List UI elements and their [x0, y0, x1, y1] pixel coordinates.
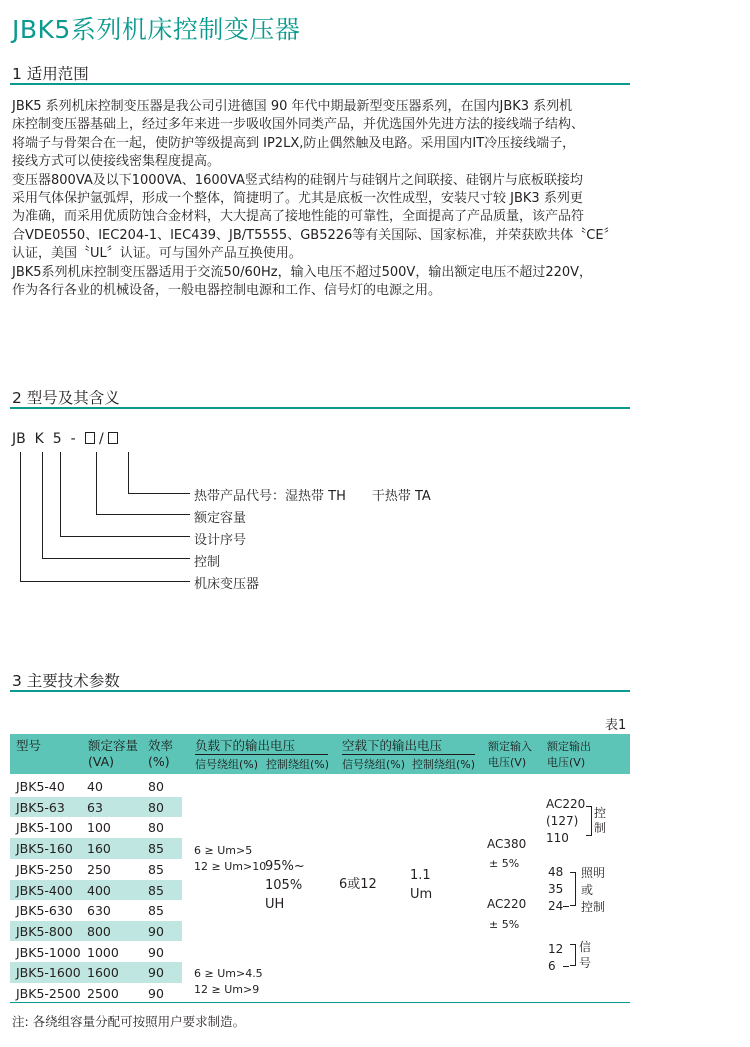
code-slash: /: [98, 431, 104, 447]
scope-line: 变压器800VA及以下1000VA、1600VA竖式结构的硅钢片与硅钢片之间联接、硅钢片与底板联接均: [12, 172, 583, 188]
output-light-label-3: 控制: [581, 900, 606, 914]
load-control-3: UH: [265, 897, 285, 912]
label-control: 控制: [194, 555, 221, 570]
scope-paragraph: [12, 98, 634, 300]
output-signal-label-1: 信: [578, 940, 591, 954]
header-load-voltage: 负载下的输出电压: [195, 738, 296, 753]
label-design: 设计序号: [194, 533, 247, 548]
cell-capacity: 800: [87, 923, 111, 939]
cell-model: JBK5-1600: [16, 965, 81, 981]
code-dash: -: [70, 431, 76, 447]
output-control-2: (127): [546, 814, 579, 828]
cell-eff: 90: [148, 965, 164, 981]
label-capacity: 额定容量: [194, 511, 247, 526]
table-row: [10, 880, 182, 901]
cell-capacity: 1600: [87, 965, 119, 981]
scope-line: 床控制变压器基础上，经过多年来进一步吸收国外同类产品，并优选国外先进方法的接线端子结构、: [12, 117, 585, 133]
cell-model: JBK5-40: [16, 779, 65, 794]
bracket: [570, 944, 576, 966]
table-row: [10, 962, 182, 983]
cell-model: JBK5-2500: [16, 986, 81, 1001]
label-thermal-code: 热带产品代号：湿热带 TH 干热带 TA: [194, 489, 431, 504]
cell-model: JBK5-250: [16, 861, 73, 877]
header-noload-voltage: 空载下的输出电压: [342, 738, 443, 753]
table-row: [10, 921, 182, 942]
scope-line: 作为各行各业的机械设备，一般电器控制电源和工作、信号灯的电源之用。: [12, 283, 442, 299]
output-light-1: 48: [548, 865, 564, 879]
header-efficiency-unit: (%): [148, 754, 170, 769]
scope-line: 认证，美国〝UL〞认证。可与国外产品互换使用。: [12, 246, 302, 262]
header-capacity: 额定容量: [88, 738, 139, 753]
leader-line: [128, 452, 129, 493]
scope-line: JBK5 系列机床控制变压器是我公司引进德国 90 年代中期最新型变压器系列，在国内JBK3 系列机: [12, 99, 573, 114]
table-row: [10, 983, 182, 1004]
input-voltage-a: AC380: [487, 837, 527, 851]
page-title: JBK5系列机床控制变压器: [12, 15, 301, 44]
load-control-2: 105%: [265, 878, 303, 893]
output-control-label-2: 制: [593, 821, 606, 835]
noload-control-1: 1.1: [410, 868, 431, 883]
bracket-stub: [563, 906, 569, 907]
header-output-voltage-unit: 电压(V): [547, 756, 586, 769]
input-voltage-a-tol: ± 5%: [489, 857, 520, 870]
load-signal-b-2: 12 ≥ Um>9: [194, 983, 260, 996]
leader-line: [42, 452, 43, 558]
header-efficiency: 效率: [148, 738, 174, 753]
scope-line: 将端子与骨架合在一起，使防护等级提高到 IP2LX,防止偶然触及电路。采用国内IT冷压接线端子，: [12, 135, 576, 151]
thermal-box: [108, 432, 118, 444]
leader-line: [96, 514, 190, 515]
output-light-2: 35: [548, 882, 564, 896]
cell-eff: 80: [148, 799, 164, 815]
header-load-control: 控制绕组(%): [266, 758, 330, 771]
table-caption: 表1: [605, 718, 627, 733]
load-signal-a-1: 6 ≥ Um>5: [194, 844, 253, 857]
output-signal-1: 12: [548, 942, 564, 956]
table-header: [10, 734, 630, 774]
table-row: [10, 838, 182, 859]
leader-line: [128, 493, 190, 494]
bracket: [586, 806, 592, 836]
scope-line: 为准确，而采用优质防蚀合金材料，大大提高了接地性能的可靠性，全面提高了产品质量，该产品符: [12, 209, 585, 225]
header-noload-signal: 信号绕组(%): [342, 758, 406, 771]
header-model: 型号: [16, 738, 42, 753]
header-capacity-unit: (VA): [88, 754, 115, 769]
code-k: K: [34, 431, 44, 447]
output-signal-2: 6: [548, 959, 556, 973]
cell-eff: 90: [148, 986, 164, 1001]
cell-eff: 90: [148, 923, 164, 939]
cell-model: JBK5-100: [16, 820, 73, 836]
header-input-voltage: 额定输入: [488, 740, 532, 753]
scope-line: 采用气体保护氩弧焊，形成一个整体，简捷明了。尤其是底板一次性成型，安装尺寸较 JBK3 系列更: [12, 191, 583, 207]
table-row: [10, 859, 182, 880]
leader-line: [42, 558, 190, 559]
section-divider: [10, 690, 630, 692]
scope-line: 合VDE0550、IEC204-1、IEC439、JB/T5555、GB5226等有关国际、国家标准，并荣获欧共体〝CE〞: [12, 227, 617, 243]
scope-line: JBK5系列机床控制变压器适用于交流50/60Hz，输入电压不超过500V，输出额定电压不超过220V，: [12, 264, 593, 280]
input-voltage-b: AC220: [487, 897, 527, 911]
section-heading-scope: 1 适用范围: [12, 65, 89, 83]
cell-model: JBK5-400: [16, 882, 73, 898]
output-control-label-1: 控: [593, 806, 606, 820]
table-row: [10, 817, 182, 838]
section-divider: [10, 407, 630, 409]
cell-model: JBK5-630: [16, 903, 73, 919]
cell-capacity: 100: [87, 820, 111, 836]
output-light-label-2: 或: [581, 883, 594, 897]
code-jb: JB: [12, 431, 26, 447]
cell-eff: 85: [148, 882, 164, 898]
cell-eff: 90: [148, 944, 164, 960]
cell-eff: 80: [148, 820, 164, 836]
cell-capacity: 630: [87, 903, 111, 919]
cell-capacity: 250: [87, 861, 111, 877]
table-row: [10, 797, 182, 818]
code-five: 5: [52, 431, 62, 447]
table-row: [10, 776, 182, 797]
table-note: 注: 各绕组容量分配可按照用户要求制造。: [12, 1014, 246, 1029]
cell-capacity: 160: [87, 841, 111, 857]
cell-model: JBK5-1000: [16, 944, 81, 960]
output-light-3: 24: [548, 899, 564, 913]
cell-capacity: 63: [87, 799, 103, 815]
model-code: [12, 431, 118, 447]
table-row: [10, 942, 182, 963]
cell-capacity: 2500: [87, 986, 119, 1001]
cell-eff: 80: [148, 779, 164, 794]
cell-capacity: 40: [87, 779, 103, 794]
bracket: [570, 872, 576, 906]
cell-capacity: 1000: [87, 944, 119, 960]
leader-line: [96, 452, 97, 514]
leader-line: [60, 536, 190, 537]
scope-line: 接线方式可以使接线密集程度提高。: [12, 154, 221, 170]
leader-line: [60, 452, 61, 536]
cell-capacity: 400: [87, 882, 111, 898]
header-load-signal: 信号绕组(%): [195, 758, 259, 771]
output-light-label-1: 照明: [581, 866, 606, 880]
cell-model: JBK5-63: [16, 799, 65, 815]
leader-line: [20, 581, 190, 582]
header-input-voltage-unit: 电压(V): [488, 756, 527, 769]
table-bottom-line: [10, 1002, 630, 1003]
header-output-voltage: 额定输出: [547, 740, 591, 753]
leader-line: [20, 452, 21, 581]
bracket-stub: [563, 966, 569, 967]
cell-model: JBK5-800: [16, 923, 73, 939]
section-heading-params: 3 主要技术参数: [12, 672, 120, 690]
load-signal-b-1: 6 ≥ Um>4.5: [194, 967, 263, 980]
load-signal-a-2: 12 ≥ Um>10: [194, 860, 267, 873]
output-control-1: AC220: [546, 797, 586, 811]
noload-signal: 6或12: [339, 877, 377, 892]
output-signal-label-2: 号: [578, 956, 591, 970]
noload-control-2: Um: [410, 887, 433, 902]
section-divider: [10, 83, 630, 85]
label-machine: 机床变压器: [194, 577, 260, 592]
header-underline: [195, 754, 328, 755]
header-underline: [342, 754, 475, 755]
table-row: [10, 900, 182, 921]
input-voltage-b-tol: ± 5%: [489, 918, 520, 931]
cell-model: JBK5-160: [16, 841, 73, 857]
output-control-3: 110: [546, 831, 569, 845]
load-control-1: 95%~: [265, 859, 305, 874]
cell-eff: 85: [148, 841, 164, 857]
cell-eff: 85: [148, 903, 164, 919]
cell-eff: 85: [148, 861, 164, 877]
header-noload-control: 控制绕组(%): [412, 758, 476, 771]
capacity-box: [85, 432, 95, 444]
section-heading-model: 2 型号及其含义: [12, 389, 120, 407]
